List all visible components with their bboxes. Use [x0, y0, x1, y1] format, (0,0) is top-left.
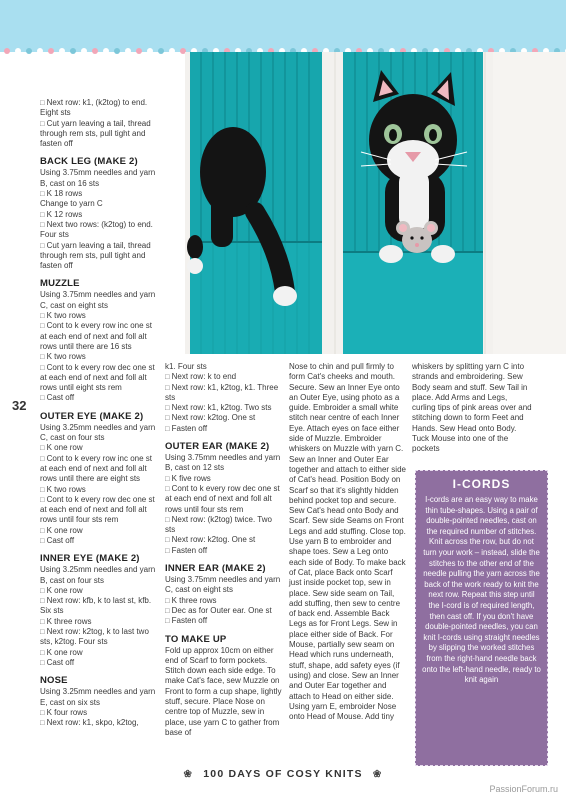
pattern-line: k1. Four sts — [165, 362, 207, 371]
pattern-line: □ Next row: k1, skpo, k2tog, — [40, 718, 158, 728]
section-heading-muzzle: MUZZLE — [40, 278, 80, 290]
pattern-line: □ Fasten off — [165, 616, 283, 626]
pattern-line: □ K one row — [40, 526, 158, 536]
decorative-dot — [26, 48, 32, 54]
pattern-line: □ Next row: k2tog. One st — [165, 535, 283, 545]
pattern-line: □ Next row: k1, (k2tog) to end. Eight sts — [40, 98, 158, 119]
section-heading-inner-eye: INNER EYE (MAKE 2) — [40, 553, 140, 565]
page-number: 32 — [12, 398, 27, 413]
pattern-line: Using 3.25mm needles and yarn C, cast on four sts — [40, 422, 156, 443]
section-heading-back-leg: BACK LEG (MAKE 2) — [40, 156, 138, 168]
make-up-paragraph: Nose to chin and pull firmly to form Cat's cheeks and mouth. Secure. Sew an Inner Eye onto an Outer Eye, using photo as a guide. Embroider a small white stitch near centre of each Inner Eye. Attach eyes on face either side of Muzzle. Embroider whiskers on Muzzle with yarn C. Sew an Inner and Outer Ear together and attach to either side of Cat's head. Position Body on Scarf so that it's slightly hidden behind pocket top and secure. Sew Cat's head onto Body and Scarf. Sew side Seams on Front Legs and add stuffing. Close top. Use yarn B to embroider and shape toes. Sew a Leg onto each side of Body. To make back of Cat, place Back onto Scarf just inside pocket top, sew in place. Sew side seam on Tail, add stuffing, then sew to centre of back end. Assemble Back Legs as for Front Legs. Sew in place either side of Back. For Mouse, partially sew seam on Head which runs underneath, stuff, shape, add safety eyes (if using) and close. Sew an Inner and Outer Ear together and attach to Head on either side. Using yarn E, embroider Nose onto Head of Mouse. Add tiny — [289, 362, 406, 722]
pattern-line: □ K three rows — [40, 617, 158, 627]
pattern-line: □ Next two rows: (k2tog) to end. Four sts — [40, 220, 158, 241]
decorative-dot — [37, 48, 43, 54]
page-footer — [0, 768, 566, 780]
pattern-line: □ Cast off — [40, 536, 158, 546]
watermark: PassionForum.ru — [489, 784, 558, 794]
pattern-line: □ K 12 rows — [40, 210, 158, 220]
pattern-line: □ Next row: k to end — [165, 372, 283, 382]
decorative-dot — [169, 48, 175, 54]
decorative-dot — [4, 48, 10, 54]
pattern-column-3 — [289, 362, 407, 722]
decorative-dot — [59, 48, 65, 54]
pattern-line: Using 3.75mm needles and yarn B, cast on 16 sts — [40, 168, 156, 188]
pattern-line: □ K three rows — [165, 596, 283, 606]
pattern-line: □ Fasten off — [165, 546, 283, 556]
pattern-line: □ Next row: k2tog, k to last two sts, k2tog. Four sts — [40, 627, 158, 648]
pattern-column-2 — [165, 362, 283, 738]
pattern-line: Change to yarn C — [40, 199, 103, 209]
pattern-line: □ Cut yarn leaving a tail, thread through rem sts, pull tight and fasten off — [40, 241, 158, 272]
pattern-line: □ Cont to k every row dec one st at each end of next and foll alt rows until four sts rem — [40, 495, 158, 526]
pattern-line: □ Next row: k1, k2tog. Two sts — [165, 403, 283, 413]
pattern-line: □ Cast off — [40, 393, 158, 403]
pattern-line: □ Next row: kfb, k to last st, kfb. Six sts — [40, 596, 158, 617]
pattern-line: □ Cast off — [40, 658, 158, 668]
pattern-line: Using 3.25mm needles and yarn B, cast on four sts — [40, 565, 156, 585]
pattern-line: Using 3.75mm needles and yarn C, cast on eight sts — [40, 290, 156, 310]
decorative-dot — [81, 48, 87, 54]
pattern-line: Using 3.25mm needles and yarn E, cast on six sts — [40, 687, 156, 707]
flower-ornament-icon: ❀ — [372, 769, 383, 780]
pattern-line: □ Fasten off — [165, 424, 283, 434]
section-heading-outer-eye: OUTER EYE (MAKE 2) — [40, 410, 144, 422]
pattern-line: □ K one row — [40, 443, 158, 453]
icords-title: I-CORDS — [452, 477, 511, 491]
decorative-dot — [70, 48, 76, 54]
make-up-paragraph: Fold up approx 10cm on either end of Scarf to form pockets. Stitch down each side edge. To make Cat's face, sew Muzzle on Front to form a cup shape, lightly stuff, secure. Place Nose on centre top of Muzzle, sew in place, use yarn C to gather from base of — [165, 645, 282, 737]
make-up-paragraph: whiskers by splitting yarn C into strands and embroidering. Sew Body seam and stuff. Sew Tail in place. Add Arms and Legs, curling tips of pink areas over and stitching down to form Feet and Hands. Sew Head onto Body. Tuck Mouse into one of the pockets — [412, 362, 532, 454]
magazine-title: 100 DAYS OF COSY KNITS — [203, 768, 363, 780]
decorative-dot — [92, 48, 98, 54]
pattern-line: □ Next row: k2tog. One st — [165, 413, 283, 423]
decorative-dot — [136, 48, 142, 54]
decorative-dot — [48, 48, 54, 54]
pattern-line: □ Cont to k every row inc one st at each end of next and foll alt rows until there are eight sts — [40, 454, 158, 485]
pattern-line: □ Cont to k every row dec one st at each end of next and foll alt rows until four sts rem — [165, 484, 283, 515]
decorative-dot — [103, 48, 109, 54]
pattern-line: □ K 18 rows — [40, 189, 158, 199]
icords-text: I-cords are an easy way to make thin tube-shapes. Using a pair of double-pointed needles, cast on the required number of stitches. Knit across the row, but do not turn your work – instead, slide the stitches to the other end of the needle pulling the yarn across the back of the work ready to knit the next row. Repeat this step until the I-cord is of required length, then cast off. If you don't have double-pointed needles, you can knit I-cords using straight needles by slipping the worked stitches from the right-hand needle back onto the left-hand needle, ready to knit again — [422, 495, 541, 685]
pattern-line: □ Cont to k every row inc one st at each end of next and foll alt rows until there are 16 sts — [40, 321, 158, 352]
pattern-line: □ K four rows — [40, 708, 158, 718]
pattern-line: □ Cut yarn leaving a tail, thread through rem sts, pull tight and fasten off — [40, 119, 158, 150]
pattern-line: □ K two rows — [40, 352, 158, 362]
pattern-line: □ K five rows — [165, 474, 283, 484]
pattern-line: □ Dec as for Outer ear. One st — [165, 606, 283, 616]
decorative-dot — [147, 48, 153, 54]
section-heading-inner-ear: INNER EAR (MAKE 2) — [165, 563, 266, 575]
pattern-line: □ K two rows — [40, 485, 158, 495]
pattern-column-1 — [40, 98, 158, 728]
pattern-line: □ Next row: k1, k2tog, k1. Three sts — [165, 383, 283, 404]
decorative-dot — [125, 48, 131, 54]
knitted-cat-scarf-photo — [185, 52, 566, 354]
pattern-line: □ K one row — [40, 586, 158, 596]
pattern-line: □ Cont to k every row dec one st at each end of next and foll alt rows until eight sts rem — [40, 363, 158, 394]
pattern-line: □ K one row — [40, 648, 158, 658]
pattern-column-4 — [412, 362, 532, 455]
flower-ornament-icon: ❀ — [183, 769, 194, 780]
section-heading-to-make-up: TO MAKE UP — [165, 633, 227, 645]
decorative-dot — [158, 48, 164, 54]
decorative-dot — [114, 48, 120, 54]
decorative-dot — [15, 48, 21, 54]
pattern-line: Using 3.75mm needles and yarn B, cast on 12 sts — [165, 453, 281, 473]
section-heading-outer-ear: OUTER EAR (MAKE 2) — [165, 441, 270, 453]
pattern-line: □ Next row: (k2tog) twice. Two sts — [165, 515, 283, 536]
pattern-line: □ K two rows — [40, 311, 158, 321]
pattern-line: Using 3.75mm needles and yarn C, cast on eight sts — [165, 575, 281, 595]
icords-tip-box — [415, 470, 548, 766]
section-heading-nose: NOSE — [40, 675, 68, 687]
